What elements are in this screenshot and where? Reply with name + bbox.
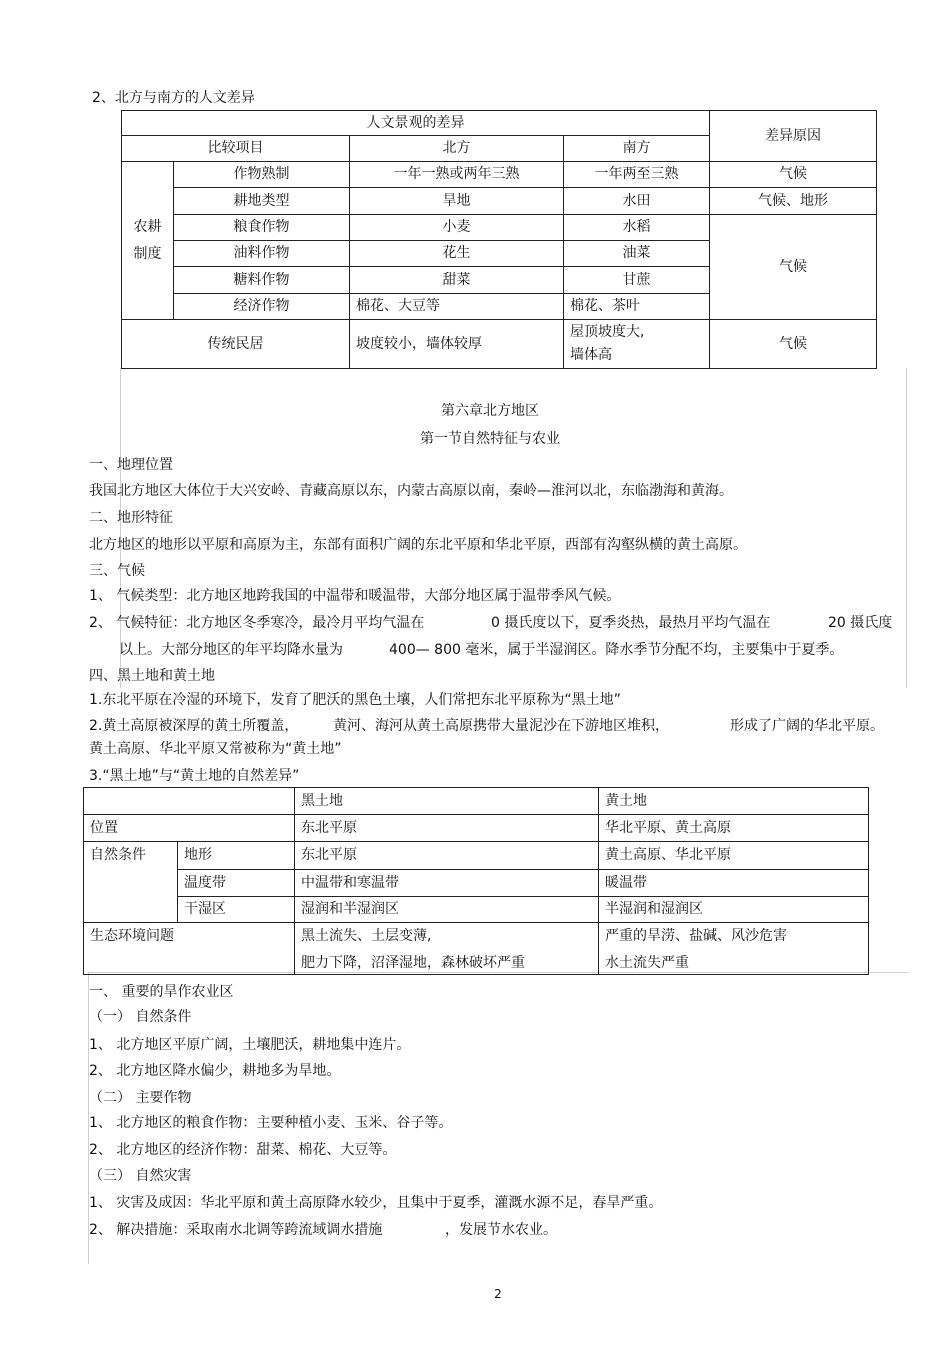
list-item: 2、 北方地区降水偏少，耕地多为旱地。: [89, 1063, 341, 1079]
list-item: 1、 灾害及成因：华北平原和黄土高原降水较少，且集中于夏季，灌溉水源不足，春旱严重。: [89, 1195, 663, 1211]
group-label-line: 制度: [133, 245, 162, 262]
table-cell: 小麦: [350, 215, 564, 241]
column-header: 比较项目: [122, 136, 350, 162]
table-cell: 水田: [564, 188, 710, 215]
cell-line: 严重的旱涝、盐碱、风沙危害: [605, 928, 787, 944]
list-item-part: 20 摄氏度: [828, 615, 893, 631]
table-cell: 气候: [710, 320, 877, 369]
table-cell: 粮食作物: [174, 215, 350, 241]
list-item-part: 400— 800 毫米，属于半湿润区。降水季节分配不均，主要集中于夏季。: [389, 642, 844, 658]
table-header: 黑土地: [295, 788, 599, 815]
table-cell: 旱地: [350, 188, 564, 215]
table-cell: 华北平原、黄土高原: [599, 815, 869, 842]
table-header: 差异原因: [710, 111, 877, 162]
table-cell: 经济作物: [174, 294, 350, 320]
table-cell: 甘蔗: [564, 267, 710, 294]
table-cell: 黄土高原、华北平原: [599, 842, 869, 870]
paragraph: 1.东北平原在冷湿的环境下，发育了肥沃的黑色土壤，人们常把东北平原称为“黑土地”: [89, 692, 621, 708]
table-cell: 一年两至三熟: [564, 162, 710, 188]
table-cell: 干湿区: [178, 897, 295, 923]
list-item: 1、 气候类型：北方地区地跨我国的中温带和暖温带，大部分地区属于温带季风气候。: [89, 588, 621, 604]
paragraph: 2.黄土高原被深厚的黄土所覆盖，: [89, 718, 299, 734]
table-header: [84, 788, 295, 815]
table-header: 黄土地: [599, 788, 869, 815]
table-cell: 耕地类型: [174, 188, 350, 215]
column-header: 南方: [564, 136, 710, 162]
heading: 二、地形特征: [89, 510, 173, 526]
north-south-culture-table: [121, 110, 877, 369]
table-cell: 位置: [84, 815, 295, 842]
table-cell: 甜菜: [350, 267, 564, 294]
heading: 四、黑土地和黄土地: [89, 668, 215, 684]
list-item: 2、 解决措施：采取南水北调等跨流域调水措施: [89, 1222, 383, 1238]
list-item-part: 0 摄氏度以下，夏季炎热，最热月平均气温在: [491, 615, 771, 631]
table-cell: [599, 923, 869, 975]
paragraph-part: 形成了广阔的华北平原。: [730, 718, 884, 734]
list-item-part: ，发展节水农业。: [445, 1222, 557, 1238]
heading: 一、地理位置: [89, 457, 173, 473]
cell-line: 屋顶坡度大,: [570, 324, 645, 340]
cell-line: 水土流失严重: [605, 955, 689, 971]
list-item-part: 以上。大部分地区的年平均降水量为: [119, 642, 343, 658]
subheading: （一） 自然条件: [89, 1009, 192, 1025]
paragraph: 我国北方地区大体位于大兴安岭、青藏高原以东，内蒙古高原以南，秦岭—淮河以北，东临渤海和黄海。: [89, 483, 733, 499]
cell-line: 肥力下降，沼泽湿地，森林破坏严重: [301, 955, 525, 971]
table-cell: 气候、地形: [710, 188, 877, 215]
section-title: 第一节自然特征与农业: [420, 431, 560, 447]
table-cell: 暖温带: [599, 870, 869, 897]
list-item: 1、 北方地区的粮食作物：主要种植小麦、玉米、谷子等。: [89, 1115, 453, 1131]
table-cell: 糖料作物: [174, 267, 350, 294]
cell-line: 墙体高: [570, 347, 612, 363]
table-cell: [295, 923, 599, 975]
table-cell: 自然条件: [84, 842, 178, 923]
table-cell: 油菜: [564, 241, 710, 267]
table-cell: 气候: [710, 162, 877, 188]
table-cell: 水稻: [564, 215, 710, 241]
table-cell: 花生: [350, 241, 564, 267]
cell-line: 黑土流失、土层变薄,: [301, 928, 432, 944]
page-number: 2: [494, 1287, 502, 1301]
table-cell: 油料作物: [174, 241, 350, 267]
list-item: 1、 北方地区平原广阔，土壤肥沃，耕地集中连片。: [89, 1037, 411, 1053]
table-cell: 东北平原: [295, 815, 599, 842]
group-label: [122, 162, 174, 320]
list-item: 2、 气候特征：北方地区冬季寒冷，最冷月平均气温在: [89, 615, 425, 631]
table-cell: [564, 320, 710, 369]
table-cell: 坡度较小，墙体较厚: [350, 320, 564, 369]
table-cell: 半湿润和湿润区: [599, 897, 869, 923]
table-cell: 棉花、茶叶: [564, 294, 710, 320]
table-cell: 作物熟制: [174, 162, 350, 188]
heading: 三、气候: [89, 563, 145, 579]
table-cell: 湿润和半湿润区: [295, 897, 599, 923]
table-cell: 生态环境问题: [84, 923, 295, 975]
paragraph-part: 黄河、海河从黄土高原携带大量泥沙在下游地区堆积，: [333, 718, 669, 734]
table-cell: 中温带和寒温带: [295, 870, 599, 897]
table-cell: 温度带: [178, 870, 295, 897]
table-header: 人文景观的差异: [122, 111, 710, 136]
group-label-line: 农耕: [133, 218, 162, 235]
column-header: 北方: [350, 136, 564, 162]
table-cell: 一年一熟或两年三熟: [350, 162, 564, 188]
list-item: 2、 北方地区的经济作物：甜菜、棉花、大豆等。: [89, 1142, 397, 1158]
table-caption: 3.“黑土地”与“黄土地的自然差异”: [89, 768, 300, 784]
chapter-title: 第六章北方地区: [441, 403, 539, 419]
table-cell: 传统民居: [122, 320, 350, 369]
heading: 一、 重要的旱作农业区: [89, 984, 234, 1000]
black-yellow-soil-table: [83, 787, 869, 975]
subheading: （三） 自然灾害: [89, 1168, 192, 1184]
paragraph: 黄土高原、华北平原又常被称为“黄土地”: [89, 741, 342, 757]
subheading: （二） 主要作物: [89, 1090, 192, 1106]
table-cell: 气候: [710, 215, 877, 320]
table-cell: 棉花、大豆等: [350, 294, 564, 320]
table-cell: 地形: [178, 842, 295, 870]
table-cell: 东北平原: [295, 842, 599, 870]
paragraph: 北方地区的地形以平原和高原为主，东部有面积广阔的东北平原和华北平原，西部有沟壑纵横的黄土高原。: [89, 537, 747, 553]
section-title: 2、北方与南方的人文差异: [92, 90, 255, 106]
